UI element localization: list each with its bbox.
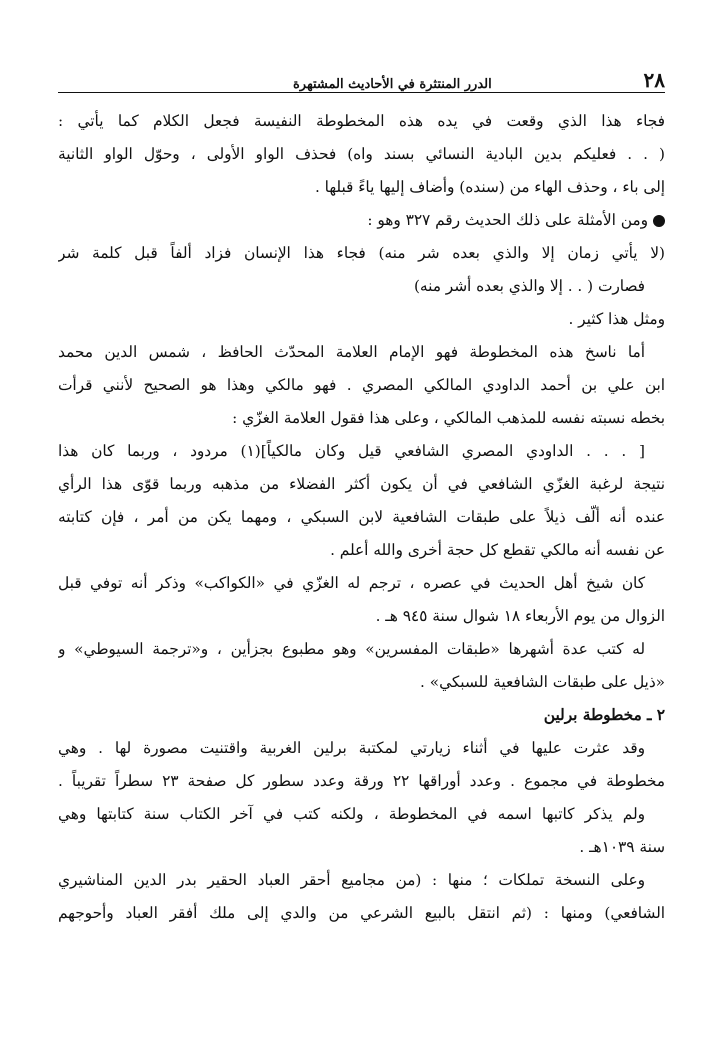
text-line: ومثل هذا كثير . — [568, 310, 665, 328]
text-line: بخطه نسبته نفسه للمذهب المالكي ، وعلى هذا فقول العلامة الغزّي : — [232, 409, 665, 427]
text-line: كان شيخ أهل الحديث في عصره ، ترجم له الغزّي في «الكواكب» وذكر أنه توفي قبل — [58, 574, 645, 592]
text-line: فجاء هذا الذي وقعت في يده هذه المخطوطة النفيسة فجعل الكلام كما يأتي : — [58, 112, 665, 130]
text-line: وقد عثرت عليها في أثناء زيارتي لمكتبة برلين الغربية واقتنيت مصورة لها . وهي — [58, 739, 645, 757]
text-line: مخطوطة في مجموع . وعدد أوراقها ٢٢ ورقة وعدد سطور كل صفحة ٢٣ سطراً تقريباً . — [58, 772, 665, 790]
text-line: أما ناسخ هذه المخطوطة فهو الإمام العلامة المحدّث الحافظ ، شمس الدين محمد — [58, 343, 645, 361]
text-line: الزوال من يوم الأربعاء ١٨ شوال سنة ٩٤٥ هـ . — [375, 607, 665, 625]
text-line: [ . . . الداودي المصري الشافعي قيل وكان مالكياً](١) مردود ، وربما كان هذا — [58, 442, 646, 460]
text-line-bulleted — [58, 204, 665, 237]
text-line: ولم يذكر كاتبها اسمه في المخطوطة ، ولكنه كتب في آخر الكتاب سنة كتابتها وهي — [58, 805, 645, 823]
text-line: عن نفسه أنه مالكي تقطع كل حجة أخرى والله أعلم . — [330, 541, 665, 559]
text-line: فصارت ( . . إلا والذي بعده أشر منه) — [413, 277, 645, 295]
text-line: (لا يأتي زمان إلا والذي بعده شر منه) فجاء هذا الإنسان فزاد ألفاً قبل كلمة شر — [58, 244, 665, 262]
running-title: الدرر المنتثرة في الأحاديث المشتهرة — [293, 77, 492, 92]
text-line: ( . . فعليكم بدين البادية النسائي بسند واه) فحذف الواو الأولى ، وحوّل الواو الثانية — [58, 145, 665, 163]
bullet-icon — [653, 215, 665, 227]
text-line: سنة ١٠٣٩هـ . — [579, 838, 665, 856]
page-number: ٢٨ — [643, 68, 665, 92]
text-line: الشافعي) ومنها : (ثم انتقل بالبيع الشرعي من والدي إلى ملك أفقر العباد وأحوجهم — [58, 904, 665, 922]
text-line: ومن الأمثلة على ذلك الحديث رقم ٣٢٧ وهو : — [367, 211, 648, 229]
text-line: نتيجة لرغبة الغزّي الشافعي في أن يكون أكثر الفضلاء من مذهبه وربما قوّى هذا الرأي — [58, 475, 665, 493]
text-line: عنده أنه ألّف ذيلاً على طبقات الشافعية لابن السبكي ، ومهما يكن من أمر ، فإن كتابته — [58, 508, 665, 526]
text-line: ابن علي بن أحمد الداودي المالكي المصري . فهو مالكي وهذا هو الصحيح لأنني قرأت — [58, 376, 665, 394]
text-line: له كتب عدة أشهرها «طبقات المفسرين» وهو مطبوع بجزأين ، و«ترجمة السيوطي» و — [58, 640, 645, 658]
section-heading: ٢ ـ مخطوطة برلين — [543, 706, 665, 724]
body-text — [58, 105, 665, 930]
text-line: وعلى النسخة تملكات ؛ منها : (من مجاميع أحقر العباد الحقير بدر الدين المناشيري — [58, 871, 645, 889]
text-line: «ذيل على طبقات الشافعية للسبكي» . — [420, 673, 665, 691]
page-header — [58, 66, 665, 93]
text-line: إلى باء ، وحذف الهاء من (سنده) وأضاف إليها ياءً قبلها . — [314, 178, 665, 196]
